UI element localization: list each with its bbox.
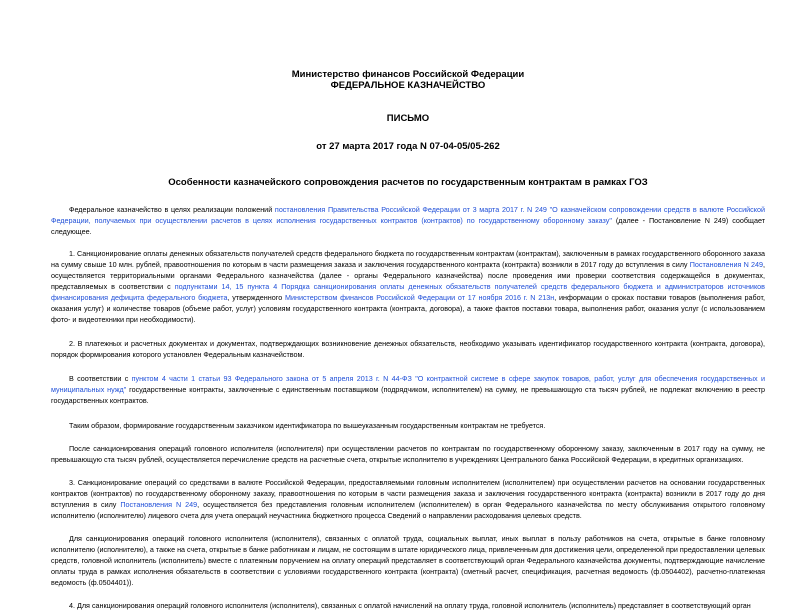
text: В соответствии с xyxy=(69,374,132,383)
paragraph-identifier xyxy=(51,420,765,431)
link-procedure-subitems[interactable]: подпунктами 14, 15 пункта 4 Порядка санкционирования оплаты денежных обязательств получателей средств федерального бюджета и администраторов источников финансирования дефицита федерального бюджета xyxy=(51,282,765,302)
text: , утвержденного xyxy=(227,293,285,302)
text: , информации о сроках поставки товаров (выполнения работ, оказания услуг) и количестве товаров (объеме работ, услуг) условиям государственного контракта (контракта, договора), а также фактов поставки товара, выполнения работ, оказания услуг (с использованием фото- и видеотехники при необходимости). xyxy=(51,293,765,324)
link-resolution-249[interactable]: постановления Правительства Российской Федерации от 3 марта 2017 г. N 249 "О казначейском сопровождении средств в валюте Российской Федерации, получаемых при осуществлении расчетов в целях исполнения государственных контрактов (контрактов) по государственному оборонному заказу" xyxy=(51,205,766,225)
paragraph-2 xyxy=(51,338,765,360)
text: , осуществляется без представления головным исполнителем (исполнителем) в орган Федерального казначейства по месту обслуживания открытого головному исполнителю (исполнителю) лицевого счета для учета операций неучастника бюджетного процесса Сведений о направлении расходования целевых средств. xyxy=(51,500,765,520)
paragraph-1 xyxy=(51,248,765,325)
ministry-name: Министерство финансов Российской Федерации xyxy=(291,69,525,80)
text: 1. Санкционирование оплаты денежных обязательств получателей средств федерального бюджета по государственным контрактам (контрактам), заключенным в рамках государственного оборонного заказа на сумму свыше 10 млн. рублей, правоотношения по которым в части размещения заказа и заключения государственного контракта (контракта) возникли в 2017 году до вступления в силу xyxy=(51,249,765,269)
link-federal-law-44fz[interactable]: пунктом 4 части 1 статьи 93 Федерального закона от 5 апреля 2013 г. N 44-ФЗ "О контрактной системе в сфере закупок товаров, работ, услуг для обеспечения государственных и муниципальных нужд" xyxy=(51,374,765,394)
text: (далее - Постановление N 249) сообщает следующее. xyxy=(51,216,766,236)
link-resolution-249[interactable]: Постановления N 249 xyxy=(689,260,763,269)
text: Таким образом, формирование государственным заказчиком идентификатора по вышеуказанным государственным контрактам не требуется. xyxy=(69,421,546,430)
document-date-number: от 27 марта 2017 года N 07-04-05/05-262 xyxy=(316,141,500,152)
document-subject: Особенности казначейского сопровождения расчетов по государственным контрактам в рамках ГОЗ xyxy=(168,177,648,188)
link-minfin-order-213n[interactable]: Министерством финансов Российской Федерации от 17 ноября 2016 г. N 213н xyxy=(284,293,555,302)
paragraph-4 xyxy=(51,600,765,611)
text: , осуществляется территориальными органами Федерального казначейства (далее - органы Федерального казначейства) после проведения ими проверки соответствия содержащейся в документах, представляемых в соответствии с xyxy=(51,260,765,291)
text: Для санкционирования операций головного исполнителя (исполнителя), связанных с оплатой труда, социальных выплат, иных выплат в пользу работников на счета, открытые в банке головному исполнителю (исполнителю), а также на счета, открытые в банке работникам и лицам, не состоящим в штате юридического лица, привлеченным для достижения цели, определенной при предоставлении целевых средств, головной исполнитель (исполнитель) вместе с платежным поручением на оплату операций представляет в соответствующий орган Федерального казначейства документы, подтверждающие начисление оплаты труда в рамках исполнения обязательств в соответствии с условиями государственного контракта (контракта) (сметный расчет, спецификация, расчетная ведомость (ф.0504402), расчетно-платежная ведомость (ф.0504401)). xyxy=(51,534,765,587)
text: После санкционирования операций головного исполнителя (исполнителя) при осуществлении расчетов по контрактам по государственному оборонному заказу, заключенным в 2017 году на сумму, не превышающую ста тысяч рублей, осуществляется перечисление средств на расчетные счета, открытые исполнителю в учреждениях Центрального банка Российской Федерации, в кредитных организациях. xyxy=(51,444,765,464)
paragraph-44fz xyxy=(51,373,765,406)
paragraph-settlement xyxy=(51,443,765,465)
text: государственные контракты, заключенные с единственным поставщиком (подрядчиком, исполнителем) на сумму, не превышающую ста тысяч рублей, не подлежат включению в реестр государственных контрактов. xyxy=(51,385,765,405)
paragraph-payroll xyxy=(51,533,765,588)
paragraph-3 xyxy=(51,477,765,521)
paragraph-intro xyxy=(51,204,765,237)
link-resolution-249[interactable]: Постановления N 249 xyxy=(120,500,198,509)
text: Федеральное казначейство в целях реализации положений xyxy=(69,205,275,214)
text: 4. Для санкционирования операций головного исполнителя (исполнителя), связанных с оплатой начислений на оплату труда, головной исполнитель (исполнитель) представляет в соответствующий орган xyxy=(69,601,751,610)
text: 2. В платежных и расчетных документах и документах, подтверждающих возникновение денежных обязательств, необходимо указывать идентификатор государственного контракта (контракта, договора), порядок формирования которого установлен Федеральным казначейством. xyxy=(51,339,765,359)
text: 3. Санкционирование операций со средствами в валюте Российской Федерации, предоставляемыми головным исполнителем (исполнителем) при осуществлении расчетов на основании государственных контрактов (контрактов) по государственному оборонному заказу, правоотношения по которым в части размещения заказа и заключения государственного контракта (контракта) возникли в 2017 году до дня вступления в силу xyxy=(51,478,765,509)
agency-name: ФЕДЕРАЛЬНОЕ КАЗНАЧЕЙСТВО xyxy=(330,80,486,91)
document-type: ПИСЬМО xyxy=(386,113,430,124)
